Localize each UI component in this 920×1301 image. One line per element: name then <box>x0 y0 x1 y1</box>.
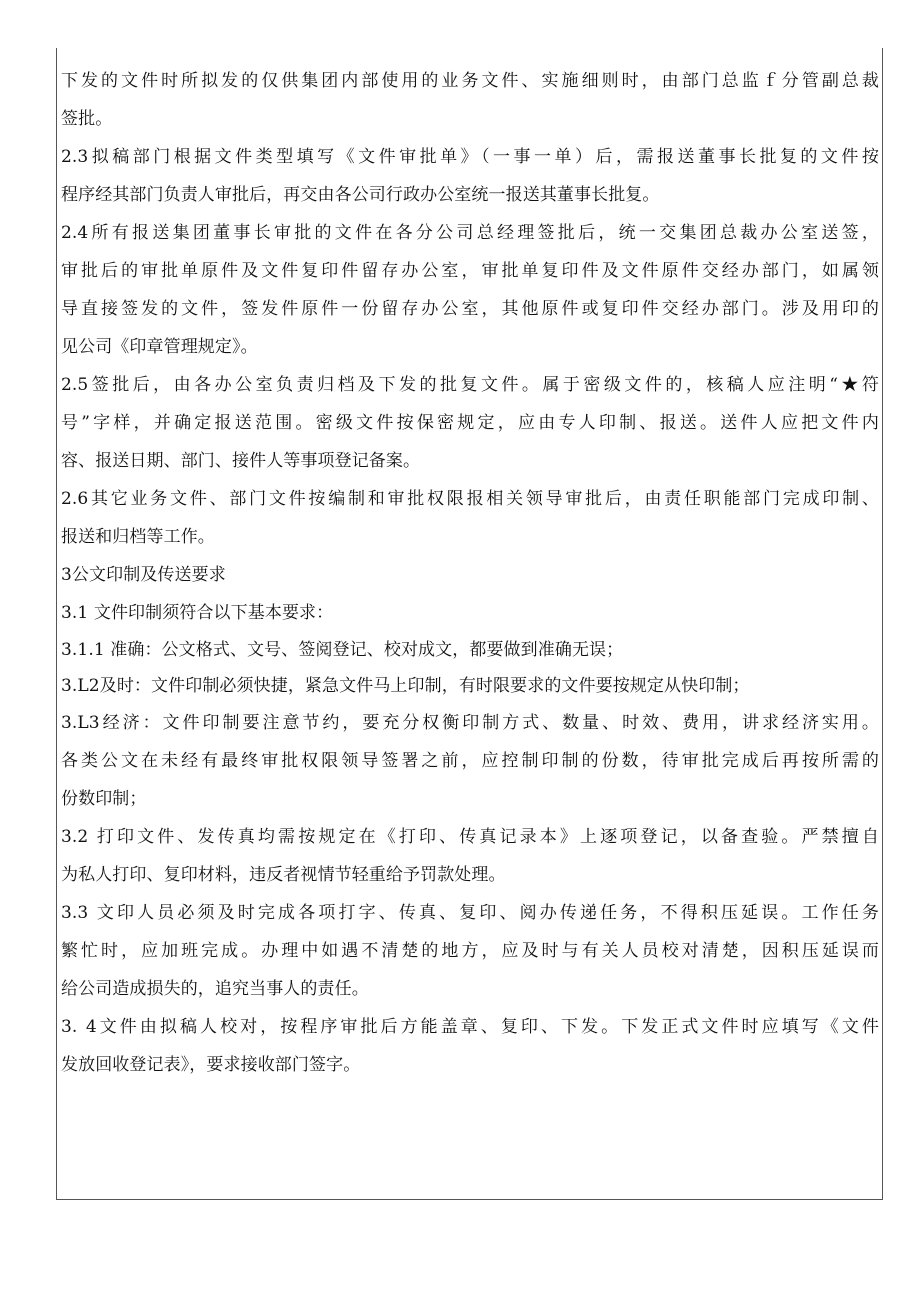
text-line: 3. 4文件由拟稿人校对，按程序审批后方能盖章、复印、下发。下发正式文件时应填写《文件 <box>61 1017 879 1037</box>
text-line: 导直接签发的文件，签发件原件一份留存办公室，其他原件或复印件交经办部门。涉及用印的 <box>61 299 879 319</box>
text-line: 各类公文在未经有最终审批权限领导签署之前，应控制印制的份数，待审批完成后再按所需的 <box>61 751 879 771</box>
text-line: 见公司《印章管理规定》。 <box>61 337 258 357</box>
text-line: 2.4所有报送集团董事长审批的文件在各分公司总经理签批后，统一交集团总裁办公室送签， <box>61 223 879 243</box>
text-line: 签批。 <box>61 109 113 129</box>
text-line: 容、报送日期、部门、接件人等事项登记备案。 <box>61 451 421 471</box>
text-line: 繁忙时，应加班完成。办理中如遇不清楚的地方，应及时与有关人员校对清楚，因积压延误而 <box>61 941 879 961</box>
text-line: 号”字样，并确定报送范围。密级文件按保密规定，应由专人印制、报送。送件人应把文件内 <box>61 413 879 433</box>
text-line: 3.3 文印人员必须及时完成各项打字、传真、复印、阅办传递任务，不得积压延误。工作任务 <box>61 903 879 923</box>
text-line: 3.L2及时：文件印制必须快捷，紧急文件马上印制，有时限要求的文件要按规定从快印制； <box>61 676 750 696</box>
text-line: 2.3拟稿部门根据文件类型填写《文件审批单》（一事一单）后，需报送董事长批复的文件按 <box>61 147 879 167</box>
text-line: 审批后的审批单原件及文件复印件留存办公室，审批单复印件及文件原件交经办部门，如属领 <box>61 261 879 281</box>
text-line: 2.5签批后，由各办公室负责归档及下发的批复文件。属于密级文件的，核稿人应注明“★符 <box>61 375 879 395</box>
text-line: 程序经其部门负责人审批后，再交由各公司行政办公室统一报送其董事长批复。 <box>61 185 660 205</box>
text-line: 3.2 打印文件、发传真均需按规定在《打印、传真记录本》上逐项登记，以备查验。严禁擅自 <box>61 827 879 847</box>
section-heading: 3公文印制及传送要求 <box>61 565 226 585</box>
text-line: 给公司造成损失的，追究当事人的责任。 <box>61 979 369 999</box>
text-line: 份数印制； <box>61 789 147 809</box>
text-line: 3.1.1 准确：公文格式、文号、签阅登记、校对成文，都要做到准确无误； <box>61 640 624 660</box>
document-body <box>61 62 879 1084</box>
text-line: 下发的文件时所拟发的仅供集团内部使用的业务文件、实施细则时，由部门总监ｆ分管副总裁 <box>61 71 879 91</box>
text-line: 3.L3经济：文件印制要注意节约，要充分权衡印制方式、数量、时效、费用，讲求经济实用。 <box>61 713 879 733</box>
text-line: 为私人打印、复印材料，违反者视情节轻重给予罚款处理。 <box>61 865 506 885</box>
text-line: 发放回收登记表》，要求接收部门签字。 <box>61 1055 361 1075</box>
text-line: 报送和归档等工作。 <box>61 527 215 547</box>
text-line: 3.1 文件印制须符合以下基本要求： <box>61 603 334 623</box>
text-line: 2.6其它业务文件、部门文件按编制和审批权限报相关领导审批后，由责任职能部门完成印制、 <box>61 489 879 509</box>
